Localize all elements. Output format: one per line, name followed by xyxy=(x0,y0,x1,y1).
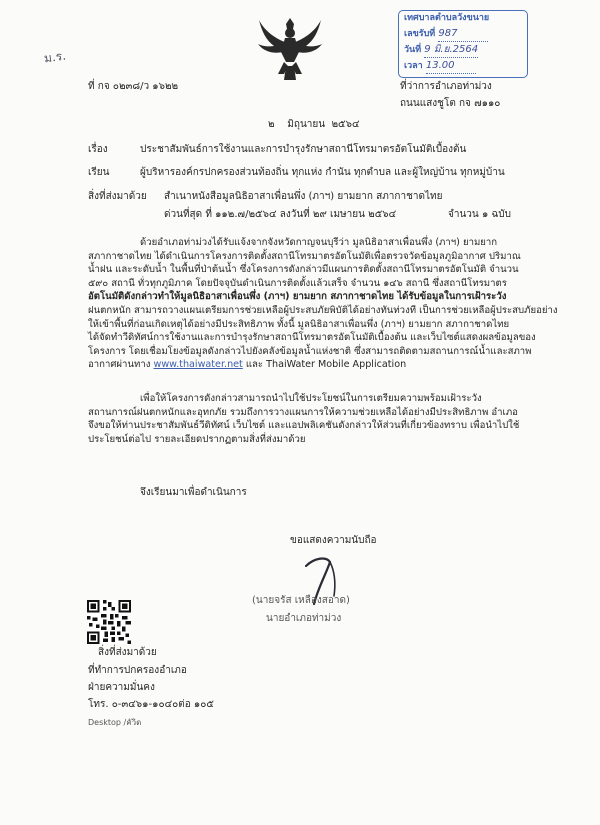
paragraph-2 xyxy=(88,392,528,446)
enclosure-label: สิ่งที่ส่งมาด้วย xyxy=(88,191,147,202)
subject-text: ประชาสัมพันธ์การใช้งานและการบำรุงรักษาสถานีโทรมาตรอัตโนมัติเบื้องต้น xyxy=(140,144,467,155)
para1-line: ๕๙๐ สถานี ทั่วทุกภูมิภาค โดยปัจจุบันดำเนินการติดตั้งแล้วเสร็จ จำนวน ๑๔๖ สถานี ซึ่งสถานีโทรมาตร xyxy=(88,277,507,289)
closing-request: จึงเรียนมาเพื่อดำเนินการ xyxy=(140,487,247,498)
para1-line: น้ำฝน และระดับน้ำ ในพื้นที่ป่าต้นน้ำ ซึ่งโครงการดังกล่าวมีแผนการติดตั้งสถานีโทรมาตรอัตโนมัติ จำนวน xyxy=(88,264,519,276)
footer-line: ฝ่ายความมั่นคง xyxy=(88,682,155,693)
para1-line: ฝนตกหนัก สามารถวางแผนเตรียมการช่วยเหลือผู้ประสบภัยพิบัติได้อย่างทันท่วงที เป็นการช่วยเหลือผู้ประสบภัยอย่าง xyxy=(88,304,558,316)
para1-line: ได้จัดทำวีดิทัศน์การใช้งานและการบำรุงรักษาสถานีโทรมาตรอัตโนมัติเบื้องต้น และเว็บไซต์แสดงผลข้อมูลของ xyxy=(88,332,536,344)
enclosure-quantity: จำนวน ๑ ฉบับ xyxy=(448,209,511,220)
para1-line: ด้วยอำเภอท่าม่วงได้รับแจ้งจากจังหวัดกาญจนบุรีว่า มูลนิธิอาสาเพื่อนพึ่ง (ภาฯ) ยามยาก xyxy=(140,237,498,248)
to-text: ผู้บริหารองค์กรปกครองส่วนท้องถิ่น ทุกแห่ง กำนัน ทุกตำบล และผู้ใหญ่บ้าน ทุกหมู่บ้าน xyxy=(140,167,505,178)
footer-note: Desktop /คัวิด xyxy=(88,718,142,727)
enclosure-line-2: ด่วนที่สุด ที่ ๑๑๒.๗/๒๕๖๔ ลงวันที่ ๒๙ เมษายน ๒๕๖๔ xyxy=(164,209,397,220)
stamp-org: เทศบาลตำบลวังขนาย xyxy=(404,13,490,23)
para1-line: ให้เข้าพื้นที่ก่อนเกิดเหตุได้อย่างมีประสิทธิภาพ ทั้งนี้ มูลนิธิอาสาเพื่อนพึ่ง (ภาฯ) ยามยาก สภากาชาดไทย xyxy=(88,318,510,330)
stamp-time-value: 13.00 xyxy=(426,58,476,74)
stamp-date-value: 9 มิ.ย.2564 xyxy=(424,42,478,58)
stamp-recv-value: 987 xyxy=(438,26,488,42)
letter-date: ๒ มิถุนายน ๒๕๖๔ xyxy=(268,119,360,130)
footer-line: ที่ทำการปกครองอำเภอ xyxy=(88,665,187,676)
qr-code-icon[interactable] xyxy=(87,600,131,644)
para1-tail: และ ThaiWater Mobile Application xyxy=(245,359,407,371)
to-label: เรียน xyxy=(88,167,110,178)
margin-note: ม.ร. xyxy=(43,48,67,66)
enclosure-line-1: สำเนาหนังสือมูลนิธิอาสาเพื่อนพึ่ง (ภาฯ) ยามยาก สภากาชาดไทย xyxy=(164,191,443,202)
para1-line: โครงการ โดยเชื่อมโยงข้อมูลดังกล่าวไปยังคลังข้อมูลน้ำแห่งชาติ ซึ่งสามารถติดตามสถานการณ์น้ำและสภาพ xyxy=(88,345,532,357)
received-stamp xyxy=(398,10,528,78)
qr-caption: สิ่งที่ส่งมาด้วย xyxy=(98,647,157,658)
para1-line: อากาศผ่านทาง xyxy=(88,359,151,371)
office-line-2: ถนนแสงชูโต กจ ๗๑๑๐ xyxy=(400,98,501,109)
para2-line: สถานการณ์ฝนตกหนักและอุทกภัย รวมถึงการวางแผนการให้ความช่วยเหลือได้อย่างมีประสิทธิภาพ อำเภอ xyxy=(88,406,518,418)
para1-line: อัตโนมัติดังกล่าวทำให้มูลนิธิอาสาเพื่อนพึ่ง (ภาฯ) ยามยาก สภากาชาดไทย ได้รับข้อมูลในการเฝ้าระวัง xyxy=(88,291,507,303)
para2-line: เพื่อให้โครงการดังกล่าวสามารถนำไปใช้ประโยชน์ในการเตรียมความพร้อมเฝ้าระวัง xyxy=(140,393,482,404)
stamp-time-label: เวลา xyxy=(404,61,423,71)
garuda-emblem-icon xyxy=(256,14,324,86)
office-line-1: ที่ว่าการอำเภอท่าม่วง xyxy=(400,81,492,92)
subject-label: เรื่อง xyxy=(88,144,108,155)
thaiwater-link[interactable]: www.thaiwater.net xyxy=(153,359,243,371)
para1-line: สภากาชาดไทย ได้ดำเนินการโครงการติดตั้งสถานีโทรมาตรอัตโนมัติเพื่อตรวจวัดข้อมูลภูมิอากาศ ปริมาณ xyxy=(88,250,521,262)
regards: ขอแสดงความนับถือ xyxy=(290,535,377,546)
para2-line: จึงขอให้ท่านประชาสัมพันธ์วีดิทัศน์ เว็บไซต์ และแอปพลิเคชันดังกล่าวให้ส่วนที่เกี่ยวข้องทราบ เพื่อนำไปใช้ xyxy=(88,420,520,432)
stamp-date-label: วันที่ xyxy=(404,45,422,55)
reference-number: ที่ กจ ๐๒๓๘/ว ๑๖๒๒ xyxy=(88,81,179,92)
stamp-recv-label: เลขรับที่ xyxy=(404,29,436,39)
paragraph-1 xyxy=(88,236,558,372)
footer-line: โทร. ๐-๓๔๖๑-๑๐๔๐ต่อ ๑๐๕ xyxy=(88,699,214,710)
para2-line: ประโยชน์ต่อไป รายละเอียดปรากฏตามสิ่งที่ส่งมาด้วย xyxy=(88,433,306,445)
signer-name: (นายจรัส เหลืองสอาด) xyxy=(252,595,350,606)
signer-title: นายอำเภอท่าม่วง xyxy=(266,613,342,624)
